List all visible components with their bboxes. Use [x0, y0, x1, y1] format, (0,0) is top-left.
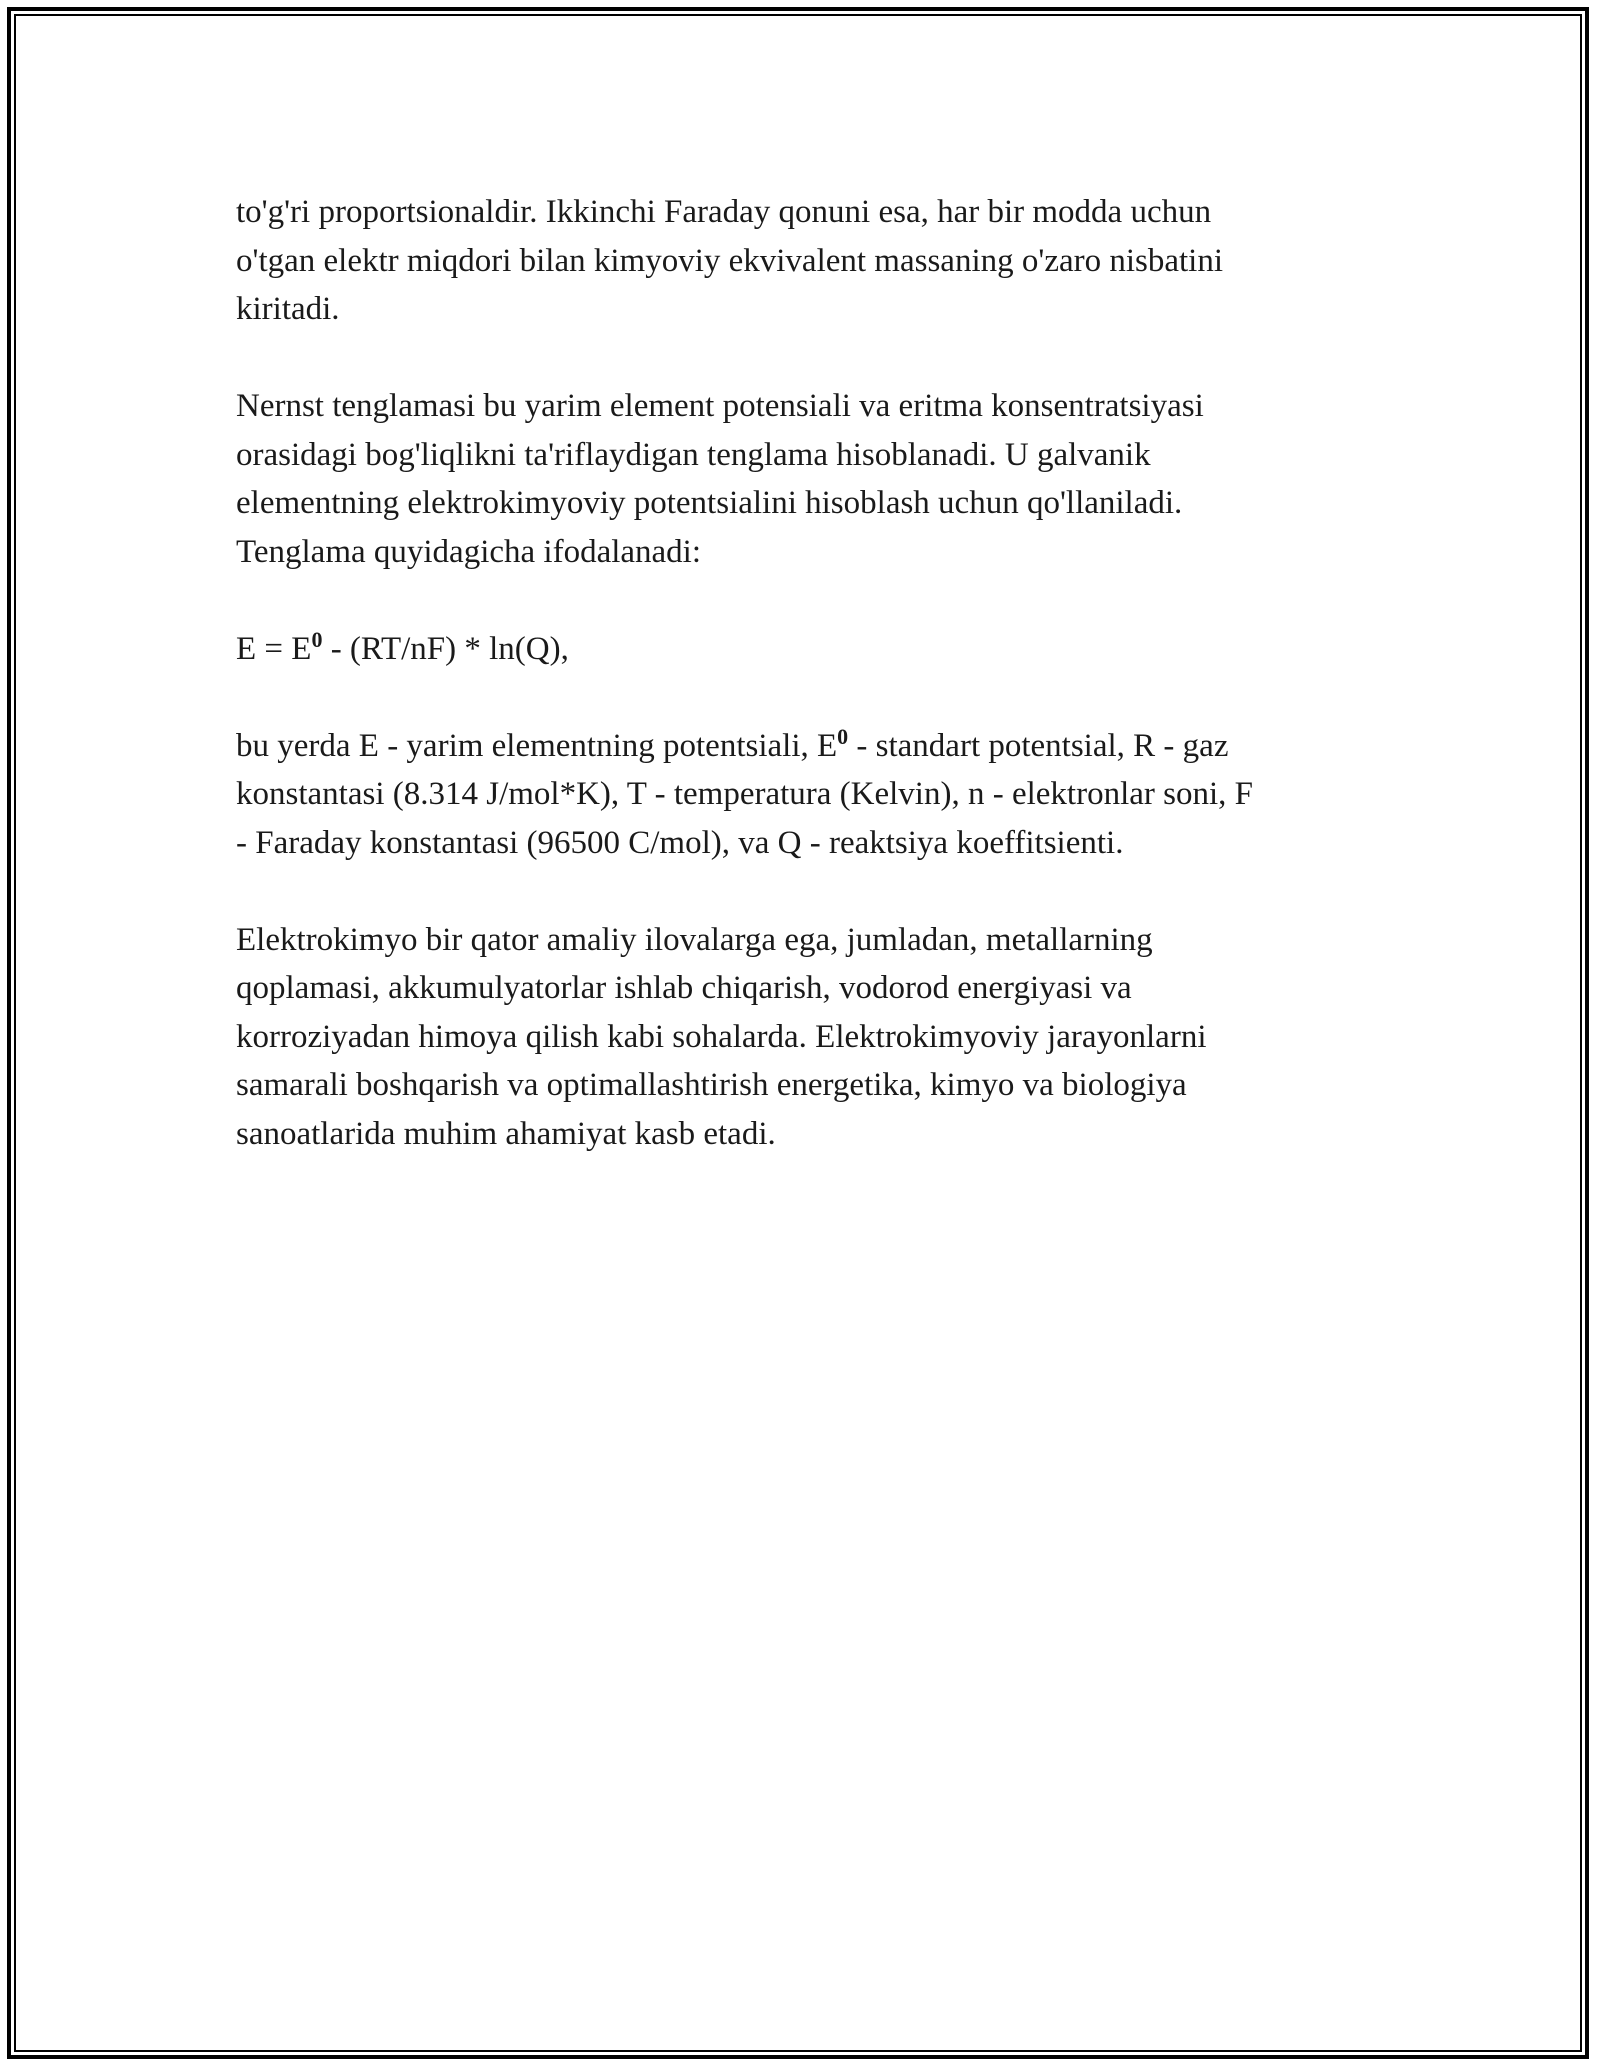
paragraph-gap: [236, 673, 1376, 722]
paragraph-applications: Elektrokimyo bir qator amaliy ilovalarga ega, jumladan, metallarning qoplamasi, akkumulyatorlar ishlab chiqarish, vodorod energiyasi va korroziyadan himoya qilish kabi sohalarda. Elektrokimyoviy jarayonlarni samarali boshqarish va optimallashtirish energetika, kimyo va biologiya sanoatlarida muhim ahamiyat kasb etadi.: [236, 921, 1207, 1152]
paragraph-gap: [236, 867, 1376, 916]
document-body: [236, 188, 1376, 1158]
equation-rhs: - (RT/nF) * ln(Q),: [322, 630, 569, 667]
paragraph-variables: [236, 722, 1376, 868]
equation-lhs: E = E: [236, 630, 312, 667]
paragraph-nernst-intro: Nernst tenglamasi bu yarim element potensiali va eritma konsentratsiyasi orasidagi bog'liqlikni ta'riflaydigan tenglama hisoblanadi. U galvanik elementning elektrokimyoviy potentsialini hisoblash uchun qo'llaniladi. Tenglama quyidagicha ifodalanadi:: [236, 388, 1204, 570]
paragraph-gap: [236, 334, 1376, 383]
paragraph-gap: [236, 576, 1376, 625]
variables-text-part1: bu yerda E - yarim elementning potentsiali, E: [236, 727, 838, 764]
paragraph-faraday: to'g'ri proportsionaldir. Ikkinchi Faraday qonuni esa, har bir modda uchun o'tgan elektr miqdori bilan kimyoviy ekvivalent massaning o'zaro nisbatini kiritadi.: [236, 194, 1224, 327]
variables-text-part2: - standart potentsial, R - gaz konstantasi (8.314 J/mol*K), T - temperatura (Kelvin), n - elektronlar soni, F - Faraday konstantasi (96500 C/mol), va Q - reaktsiya koeffitsienti.: [236, 727, 1253, 861]
nernst-equation: [236, 625, 1376, 674]
variables-superscript: 0: [837, 723, 849, 749]
equation-superscript: 0: [311, 626, 323, 652]
